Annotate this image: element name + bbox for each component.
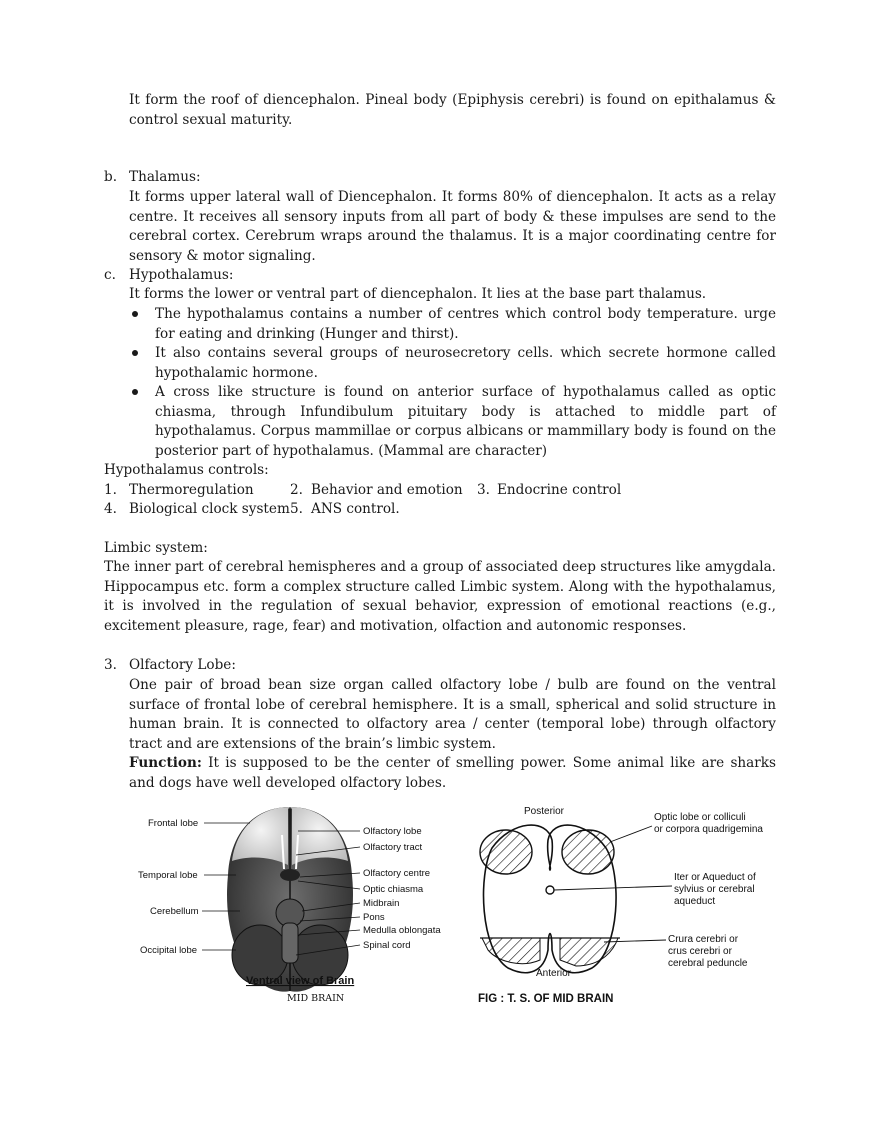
- epithalamus-text: It form the roof of diencephalon. Pineal body (Epiphysis cerebri) is found on epithalamus & control sexual maturity.: [129, 92, 776, 128]
- midbrain-section: [480, 825, 620, 973]
- hypothalamus-heading: Hypothalamus:: [129, 267, 234, 283]
- label-olfactory-tract: Olfactory tract: [363, 842, 423, 853]
- controls-num-2: 2.: [290, 482, 303, 498]
- label-medulla-oblongata: Medulla oblongata: [363, 925, 441, 936]
- thalamus-heading: Thalamus:: [129, 169, 201, 185]
- controls-num-3: 3.: [477, 482, 490, 498]
- label-midbrain: Midbrain: [363, 898, 400, 909]
- label-optic-chiasma: Optic chiasma: [363, 884, 424, 895]
- ventral-brain-figure: [132, 795, 462, 1010]
- label-olfactory-centre: Olfactory centre: [363, 868, 431, 879]
- label-pons: Pons: [363, 912, 385, 923]
- label-posterior: Posterior: [524, 806, 565, 817]
- bullet-dot: [132, 311, 138, 317]
- function-text: It is supposed to be the center of smelling power. Some animal like are sharks and dogs have well developed olfactory lobes.: [129, 755, 776, 791]
- label-crura-1: Crura cerebri or: [668, 934, 739, 945]
- figure-left-title: Ventral view of Brain: [246, 975, 355, 987]
- controls-num-1: 1.: [104, 482, 117, 498]
- controls-num-4: 4.: [104, 501, 117, 517]
- label-spinal-cord: Spinal cord: [363, 940, 411, 951]
- label-optic-lobe-2: or corpora quadrigemina: [654, 824, 763, 835]
- label-temporal-lobe: Temporal lobe: [138, 870, 198, 881]
- label-olfactory-lobe: Olfactory lobe: [363, 826, 422, 837]
- bullet-dot: [132, 350, 138, 356]
- olfactory-marker: 3.: [104, 657, 117, 673]
- label-crura-2: crus cerebri or: [668, 946, 732, 957]
- label-occipital-lobe: Occipital lobe: [140, 945, 198, 956]
- label-frontal-lobe: Frontal lobe: [148, 818, 199, 829]
- thalamus-marker: b.: [104, 169, 118, 185]
- controls-item-5: ANS control.: [311, 501, 400, 517]
- function-label: Function:: [129, 755, 202, 771]
- hypothalamus-intro: It forms the lower or ventral part of diencephalon. It lies at the base part thalamus.: [129, 286, 707, 302]
- label-iter-1: Iter or Aqueduct of: [674, 872, 756, 883]
- controls-item-2: Behavior and emotion: [311, 482, 463, 498]
- olfactory-function: [129, 754, 776, 793]
- hypothalamus-bullet-3: A cross like structure is found on anterior surface of hypothalamus called as optic chiasma, through Infundibulum pituitary body is attached to middle part of hypothalamus. Corpus mammillae or corpus albicans or mammillary body is found on the posterior part of hypothalamus. (Mammal are character): [155, 384, 776, 459]
- figure-left-caption: MID BRAIN: [287, 993, 345, 1004]
- hypothalamus-bullet-2: It also contains several groups of neurosecretory cells. which secrete hormone called hypothalamic hormone.: [155, 345, 776, 381]
- label-iter-2: sylvius or cerebral: [674, 884, 755, 895]
- limbic-heading: Limbic system:: [104, 540, 208, 556]
- label-crura-3: cerebral peduncle: [668, 958, 748, 969]
- hypothalamus-bullet-1: The hypothalamus contains a number of centres which control body temperature. urge for eating and drinking (Hunger and thirst).: [155, 306, 776, 342]
- limbic-text: The inner part of cerebral hemispheres and a group of associated deep structures like amygdala. Hippocampus etc. form a complex structure called Limbic system. Along with the hypothalamus, it is involved in the regulation of sexual behavior, expression of emotional reactions (e.g., excitement pleasure, rage, fear) and motivation, olfaction and autonomic responses.: [104, 559, 776, 634]
- figure-right-caption: FIG : T. S. OF MID BRAIN: [478, 993, 614, 1005]
- label-optic-lobe-1: Optic lobe or colliculi: [654, 812, 746, 823]
- controls-item-1: Thermoregulation: [129, 482, 254, 498]
- olfactory-text: One pair of broad bean size organ called olfactory lobe / bulb are found on the ventral surface of frontal lobe of cerebral hemisphere. It is a small, spherical and solid structure in human brain. It is connected to olfactory area / center (temporal lobe) through olfactory tract and are extensions of the brain’s limbic system.: [129, 677, 776, 752]
- controls-num-5: 5.: [290, 501, 303, 517]
- controls-item-3: Endocrine control: [497, 482, 622, 498]
- olfactory-heading: Olfactory Lobe:: [129, 657, 236, 673]
- controls-heading: Hypothalamus controls:: [104, 462, 269, 478]
- brain-illustration: [227, 807, 353, 992]
- bullet-dot: [132, 389, 138, 395]
- label-iter-3: aqueduct: [674, 896, 716, 907]
- controls-item-4: Biological clock system: [129, 501, 290, 517]
- ts-midbrain-figure: [452, 800, 782, 1012]
- hypothalamus-marker: c.: [104, 267, 116, 283]
- label-cerebellum: Cerebellum: [150, 906, 199, 917]
- thalamus-text: It forms upper lateral wall of Diencephalon. It forms 80% of diencephalon. It acts as a relay centre. It receives all sensory inputs from all part of body & these impulses are send to the cerebral cortex. Cerebrum wraps around the thalamus. It is a major coordinating centre for sensory & motor signaling.: [129, 189, 776, 264]
- label-anterior: Anterior: [536, 968, 572, 979]
